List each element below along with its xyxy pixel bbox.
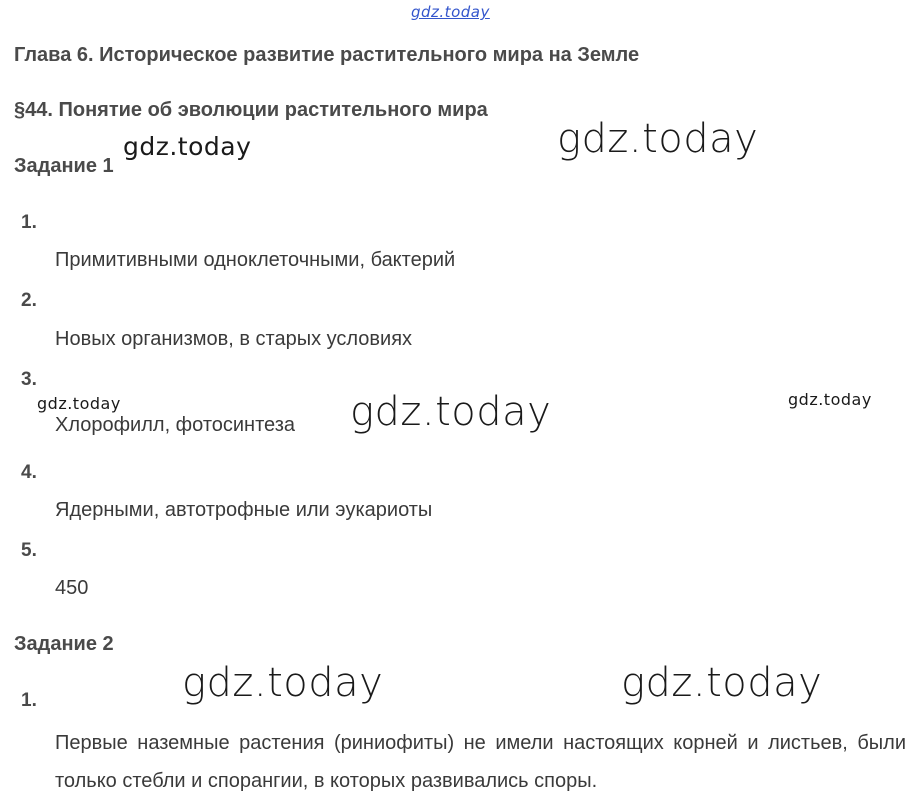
task1-heading: Задание 1 — [14, 155, 114, 177]
watermark: gdz.today — [557, 116, 759, 162]
task1-item-answer: Хлорофилл, фотосинтеза — [55, 414, 296, 436]
watermark: gdz.today — [788, 390, 872, 409]
task1-item-answer: Примитивными одноклеточными, бактерий — [55, 249, 456, 271]
task1-item-answer: Ядерными, автотрофные или эукариоты — [55, 499, 433, 521]
task2-item-number: 1. — [21, 690, 37, 711]
task1-item-number: 3. — [21, 369, 37, 390]
task1-item-number: 1. — [21, 212, 37, 233]
watermark-top: gdz.today — [411, 3, 490, 21]
task1-item-number: 5. — [21, 540, 37, 561]
watermark: gdz.today — [621, 660, 823, 706]
task1-item-number: 4. — [21, 462, 37, 483]
watermark: gdz.today — [182, 660, 384, 706]
task2-heading: Задание 2 — [14, 633, 114, 655]
task1-item-answer: 450 — [55, 577, 89, 599]
watermark: gdz.today — [350, 389, 552, 435]
watermark: gdz.today — [37, 394, 121, 413]
task1-item-answer: Новых организмов, в старых условиях — [55, 328, 413, 350]
task1-item-number: 2. — [21, 290, 37, 311]
task2-item-answer: Первые наземные растения (риниофиты) не имели настоящих корней и листьев, были только стебли и спорангии, в которых развивались споры. — [55, 732, 906, 792]
watermark: gdz.today — [123, 132, 252, 161]
section-title: §44. Понятие об эволюции растительного мира — [14, 99, 488, 121]
chapter-title: Глава 6. Историческое развитие растительного мира на Земле — [14, 44, 640, 66]
